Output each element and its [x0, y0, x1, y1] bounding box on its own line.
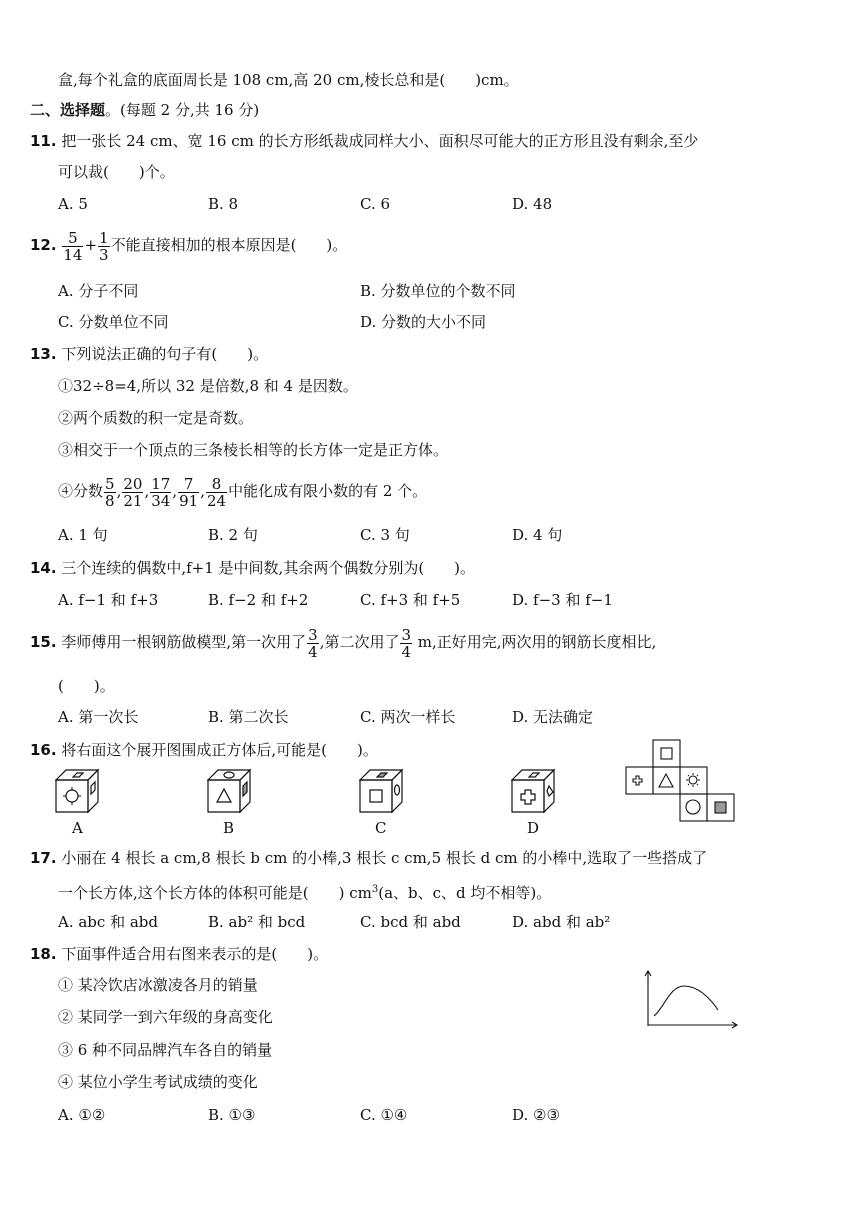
option-c[interactable]: C. ①④: [360, 1106, 408, 1124]
curve-graph-figure: [640, 968, 740, 1030]
option-a[interactable]: A. 分子不同: [58, 282, 139, 300]
statement-2: ②两个质数的积一定是奇数。: [58, 409, 254, 427]
option-b[interactable]: B. f−2 和 f+2: [208, 591, 309, 609]
option-c[interactable]: C. 6: [360, 195, 391, 213]
statement-3: ③相交于一个顶点的三条棱长相等的长方体一定是正方体。: [58, 441, 449, 459]
question-text: 将右面这个展开图围成正方体后,可能是( )。: [61, 741, 378, 759]
option-d[interactable]: D. 48: [512, 195, 553, 213]
section-title: [30, 100, 259, 120]
question-number: 18.: [30, 945, 57, 963]
question-text-line2: ( )。: [58, 677, 115, 695]
question-text: 把一张长 24 cm、宽 16 cm 的长方形纸裁成同样大小、面积尽可能大的正方形且没有剩余,至少: [61, 132, 699, 150]
option-b[interactable]: B. 8: [208, 195, 239, 213]
event-item-2: ② 某同学一到六年级的身高变化: [58, 1008, 273, 1026]
option-c[interactable]: C. 两次一样长: [360, 708, 456, 726]
event-item-3: ③ 6 种不同品牌汽车各自的销量: [58, 1041, 273, 1059]
question-11: [30, 131, 698, 151]
label-a: A: [72, 819, 83, 837]
fraction: $\frac{17}{34}$: [151, 474, 171, 510]
option-b[interactable]: B. 第二次长: [208, 708, 289, 726]
question-text: (a、b、c、d 均不相等)。: [378, 884, 552, 902]
question-text: 李师傅用一根钢筋做模型,第一次用了: [61, 633, 307, 651]
fraction: $\frac{1}{3}$: [99, 228, 109, 264]
event-item-1: ① 某冷饮店冰激凌各月的销量: [58, 976, 258, 994]
option-a[interactable]: A. 5: [58, 195, 88, 213]
question-17: [30, 848, 707, 868]
question-text: 下列说法正确的句子有( )。: [61, 345, 269, 363]
label-b: B: [223, 819, 235, 837]
question-text: 不能直接相加的根本原因是( )。: [110, 236, 348, 254]
question-15: [30, 624, 656, 660]
question-number: 17.: [30, 849, 57, 867]
question-text: 一个长方体,这个长方体的体积可能是( ) cm: [58, 884, 372, 902]
question-number: 13.: [30, 345, 57, 363]
q10-continuation: 盒,每个礼盒的底面周长是 108 cm,高 20 cm,棱长总和是( )cm。: [58, 71, 519, 89]
fraction: $\frac{3}{4}$: [308, 625, 318, 661]
statement-suffix: 中能化成有限小数的有 2 个。: [228, 482, 428, 500]
question-text: 小丽在 4 根长 a cm,8 根长 b cm 的小棒,3 根长 c cm,5 根长 d cm 的小棒中,选取了一些搭成了: [61, 849, 708, 867]
option-b[interactable]: B. 分数单位的个数不同: [360, 282, 516, 300]
cube-option-a-figure[interactable]: [52, 766, 108, 816]
question-text: m,正好用完,两次用的钢筋长度相比,: [413, 633, 657, 651]
fraction: $\frac{7}{91}$: [179, 474, 199, 510]
option-a[interactable]: A. f−1 和 f+3: [58, 591, 159, 609]
cube-net-figure: [624, 738, 740, 824]
statement-4: ④分数 $\frac{5}{8}$ , $\frac{20}{21}$ , $\frac{17}{34}$ , $\frac{7}{91}$ , $\frac{8}{24}$ 中能化成有限小数的有 2 个。: [58, 474, 428, 510]
option-d[interactable]: D. ②③: [512, 1106, 560, 1124]
question-13: [30, 344, 268, 364]
question-text: ,第二次用了: [319, 633, 400, 651]
fraction: $\frac{20}{21}$: [123, 474, 143, 510]
option-c[interactable]: C. f+3 和 f+5: [360, 591, 461, 609]
question-number: 12.: [30, 236, 57, 254]
fraction: $\frac{8}{24}$: [206, 474, 227, 510]
option-d[interactable]: D. f−3 和 f−1: [512, 591, 613, 609]
fraction: $\frac{3}{4}$: [401, 625, 412, 661]
option-c[interactable]: C. 分数单位不同: [58, 313, 169, 331]
option-a[interactable]: A. 1 句: [58, 526, 108, 544]
label-d: D: [527, 819, 540, 837]
option-d[interactable]: D. abd 和 ab²: [512, 913, 611, 931]
option-a[interactable]: A. 第一次长: [58, 708, 139, 726]
cube-option-b-figure[interactable]: [204, 766, 260, 816]
question-18: [30, 944, 328, 964]
fraction: $\frac{5}{14}$: [63, 228, 83, 264]
option-a[interactable]: A. abc 和 abd: [58, 913, 158, 931]
statement-1: ①32÷8=4,所以 32 是倍数,8 和 4 是因数。: [58, 377, 358, 395]
question-12: [30, 228, 347, 263]
fraction: $\frac{5}{8}$: [105, 474, 115, 510]
section-heading: 二、选择题: [30, 101, 106, 119]
option-b[interactable]: B. ab² 和 bcd: [208, 913, 306, 931]
statement-prefix: ④分数: [58, 482, 104, 500]
option-d[interactable]: D. 4 句: [512, 526, 563, 544]
question-16: [30, 740, 378, 760]
question-text-line2: 可以裁( )个。: [58, 163, 175, 181]
option-a[interactable]: A. ①②: [58, 1106, 106, 1124]
section-note: 。(每题 2 分,共 16 分): [105, 101, 260, 119]
option-d[interactable]: D. 无法确定: [512, 708, 594, 726]
plus-sign: +: [84, 236, 98, 254]
question-number: 16.: [30, 741, 57, 759]
option-c[interactable]: C. 3 句: [360, 526, 410, 544]
question-number: 11.: [30, 132, 57, 150]
option-b[interactable]: B. ①③: [208, 1106, 256, 1124]
question-14: [30, 558, 475, 578]
option-b[interactable]: B. 2 句: [208, 526, 258, 544]
question-text: 下面事件适合用右图来表示的是( )。: [61, 945, 329, 963]
option-d[interactable]: D. 分数的大小不同: [360, 313, 487, 331]
cube-option-c-figure[interactable]: [356, 766, 412, 816]
superscript: 3: [371, 884, 379, 895]
question-number: 14.: [30, 559, 57, 577]
question-number: 15.: [30, 633, 57, 651]
cube-option-d-figure[interactable]: [508, 766, 564, 816]
event-item-4: ④ 某位小学生考试成绩的变化: [58, 1073, 258, 1091]
question-text: 三个连续的偶数中,f+1 是中间数,其余两个偶数分别为( )。: [61, 559, 476, 577]
option-c[interactable]: C. bcd 和 abd: [360, 913, 461, 931]
question-text-line2: [58, 880, 551, 903]
label-c: C: [375, 819, 387, 837]
